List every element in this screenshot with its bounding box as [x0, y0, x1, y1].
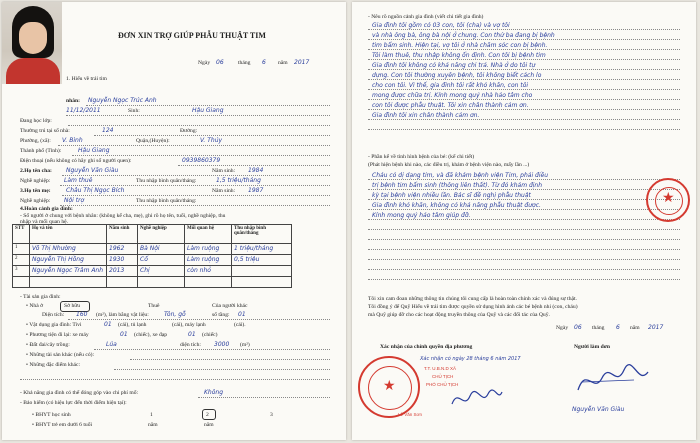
table-cell: còn nhỏ [185, 266, 232, 277]
history-title: - Phần kể về tình hình bệnh của bé: (kể chi tiết) [368, 154, 475, 160]
father-label: 2.Họ tên cha: [20, 168, 52, 174]
house-rent: Thuê [148, 303, 160, 309]
table-header-row [13, 225, 292, 244]
insurance-label: - Bảo hiểm (có hiệu lực đến thời điểm hiện tại): [20, 400, 127, 406]
table-cell: 2013 [107, 266, 138, 277]
date-month: 6 [262, 59, 266, 66]
land-value: Lúa [106, 341, 117, 348]
ruled-line [368, 29, 680, 30]
land-area-value: 3000 [214, 341, 230, 348]
ruled-line [368, 109, 680, 110]
household-label: Đang học lớp: [20, 118, 52, 124]
mother-job: Nội trợ [64, 197, 85, 204]
area-unit: (m²), làm bằng vật liệu: [96, 312, 149, 318]
table-row [13, 266, 292, 277]
left-page [2, 2, 346, 440]
date-day: 06 [216, 59, 224, 66]
father-income-label: Thu nhập bình quân/tháng: [136, 178, 197, 184]
handwritten-line: dựng. Con tôi thường xuyên bệnh, tôi không biết cách lo [372, 72, 542, 79]
house-own: Sở hữu [64, 303, 81, 309]
table-cell: 1930 [107, 255, 138, 266]
commitment-line-1: Tôi xin cam đoan những thông tin chúng tôi cung cấp là hoàn toàn chính xác và đúng sự thật. [368, 296, 577, 302]
ruled-line [368, 119, 680, 120]
ruled-line [368, 189, 680, 190]
father-job-label: Nghề nghiệp: [20, 178, 51, 184]
ward-value: V. Bình [62, 137, 83, 144]
residence-value: 124 [102, 127, 114, 134]
patient-name: Nguyễn Ngọc Trúc Anh [88, 97, 157, 104]
bhyt-col-2: 2 [206, 412, 209, 418]
mother-born: 1987 [248, 187, 264, 194]
table-cell [185, 277, 232, 288]
handwritten-line: Gia đình khó khăn, không có khả năng phẫu thuật được. [372, 202, 541, 209]
household-note-2: nhập và mối quan hệ. [20, 219, 69, 225]
table-cell: 1 triệu/tháng [232, 244, 292, 255]
applicant-label: Người làm đơn [574, 344, 610, 350]
sign-year-label: năm [630, 325, 640, 331]
patient-photo [2, 2, 62, 84]
table-cell: 0,5 triệu [232, 255, 292, 266]
sign-month: 6 [616, 324, 620, 331]
phone-value: 0939860379 [182, 157, 221, 164]
stamp-committee: T.T. U.B.N.D XÃ [424, 366, 457, 371]
patient-dob: 11/12/2011 [66, 107, 101, 114]
officer-name: Lê Văn Sơn [398, 412, 422, 417]
assets-label: - Tài sản gia đình: [20, 294, 61, 300]
table-row [13, 255, 292, 266]
table-cell [107, 277, 138, 288]
col-header: STT [13, 225, 30, 244]
table-cell [13, 277, 30, 288]
phone-label: Điện thoại (nếu không có hãy ghi số người quen): [20, 158, 132, 164]
date-month-label: tháng [238, 60, 251, 66]
vehicles-rest: (chiếc), xe đạp [134, 332, 168, 338]
right-page [352, 2, 696, 440]
section-4: 4.Hoàn cảnh gia đình: [20, 206, 73, 212]
table-cell: 1962 [107, 244, 138, 255]
ruled-line [368, 209, 680, 210]
valuables-rest: (cái), tủ lạnh [118, 322, 147, 328]
table-cell: 3 [13, 266, 30, 277]
hospital-seal-mark: ★ [646, 178, 690, 222]
handwritten-line: Gia đình tôi gồm có 03 con, tôi (cha) và vợ tôi [372, 22, 510, 29]
sign-year: 2017 [648, 324, 664, 331]
household-table [12, 224, 292, 288]
residence-label: Thường trú tại số nhà: [20, 128, 70, 134]
bhyt-student-label: • BHYT học sinh [32, 412, 71, 418]
section-1: 1. Hiểu về trái tim [66, 76, 107, 82]
ruled-line [368, 79, 680, 80]
father-born: 1984 [248, 167, 264, 174]
mother-born-label: Năm sinh: [212, 188, 236, 194]
valuables-rest-2: (cái), máy lạnh [172, 322, 206, 328]
ruled-line [368, 89, 680, 90]
mother-job-label: Nghề nghiệp: [20, 198, 51, 204]
ruled-line [368, 39, 680, 40]
ruled-line [368, 249, 680, 250]
house-label: • Nhà ở [26, 303, 44, 309]
other-assets-label: • Những tài sản khác (nếu có): [26, 352, 95, 358]
household-note-1: - Số người ở chung với bệnh nhân: (không kể cha, mẹ), ghi rõ họ tên, tuổi, nghề nghiệp, thu [20, 213, 226, 219]
ruled-line [368, 69, 680, 70]
bhyt-col-1b: năm [148, 422, 158, 428]
table-cell: Làm ruộng [185, 255, 232, 266]
table-cell: Võ Thị Nhường [30, 244, 107, 255]
valuables-label: • Vật dụng gia đình: Tivi [26, 322, 82, 328]
sign-date-prefix: Ngày [556, 325, 569, 331]
ruled-line [368, 239, 680, 240]
ruled-line [368, 59, 680, 60]
col-header: Mối quan hệ [185, 225, 232, 244]
history-subtitle: (Phát hiện bệnh khi nào, các điều trị, khám ở bệnh viện nào, mấy lần ...) [368, 162, 530, 168]
col-header: Năm sinh [107, 225, 138, 244]
bhyt-col-2-circle [202, 409, 216, 420]
table-cell: 2 [13, 255, 30, 266]
table-cell: Nguyễn Thị Hồng [30, 255, 107, 266]
applicant-signature [572, 360, 652, 400]
support-value: Không [204, 389, 224, 396]
date-year: 2017 [294, 59, 310, 66]
other-features-label: • Những đặc điểm khác: [26, 362, 81, 368]
handwritten-line: mong được chữa trị. Kính mong quý nhà hảo tâm cho [372, 92, 533, 99]
patient-name-label: nhân: [66, 98, 80, 104]
sign-day: 06 [574, 324, 582, 331]
ruled-line [368, 129, 680, 130]
col-header: Nghề nghiệp [138, 225, 185, 244]
ruled-line [368, 229, 680, 230]
handwritten-line: con tôi được phẫu thuật. Tôi xin chân thành cảm ơn. [372, 102, 529, 109]
col-header: Thu nhập bình quân/tháng [232, 225, 292, 244]
area-label: Diện tích: [42, 312, 65, 318]
ruled-line [368, 49, 680, 50]
land-label: • Đất đai/cây trồng: [26, 342, 70, 348]
table-cell: Làm ruộng [185, 244, 232, 255]
motorbike-value: 01 [120, 331, 128, 338]
ruled-line [368, 279, 680, 280]
handwritten-line: Gia đình tôi không có khả năng chi trả. Nhà ở do tôi tự [372, 62, 536, 69]
ruled-line [368, 259, 680, 260]
father-born-label: Năm sinh: [212, 168, 236, 174]
date-year-label: năm [278, 60, 288, 66]
bicycle-value: 01 [188, 331, 196, 338]
tv-value: 01 [104, 321, 112, 328]
floors-label: số tầng: [212, 312, 230, 318]
stamp-title-1: CHỦ TỊCH [432, 374, 454, 379]
table-cell [232, 277, 292, 288]
mother-name: Châu Thị Ngọc Bích [66, 187, 125, 194]
form-title: ĐƠN XIN TRỢ GIÚP PHẪU THUẬT TIM [118, 31, 266, 40]
handwritten-line: và nhà ông bà, ông bà nội ở chung. Con thứ ba đang bị bệnh [372, 32, 555, 39]
hometown: Hậu Giang [192, 107, 224, 114]
handwritten-line: tim bẩm sinh. Hiện tại, vợ tôi ở nhà chăm sóc con bị bệnh. [372, 42, 548, 49]
official-signature [448, 384, 504, 414]
handwritten-line: Gia đình tôi xin chân thành cảm ơn. [372, 112, 480, 119]
vehicles-rest-2: (chiếc) [202, 332, 218, 338]
district-value: V. Thủy [200, 137, 223, 144]
land-area-unit: (m²) [240, 342, 250, 348]
handwritten-line: Kính mong quý hảo tâm giúp đỡ. [372, 212, 471, 219]
ward-label: Phường, (xã): [20, 138, 51, 144]
applicant-name: Nguyễn Văn Giàu [572, 406, 625, 413]
handwritten-line: Tôi làm thuê, thu nhập không ổn định. Con tôi bị bệnh tim [372, 52, 546, 59]
commitment-line-2: Tôi đồng ý để Quỹ Hiểu về trái tim được quyền sử dụng hình ảnh các bé bệnh nhi (con, cháu) [368, 304, 578, 310]
commune-seal: ★ [358, 356, 420, 418]
district-label: Quận,(Huyện): [136, 138, 170, 144]
col-header: Họ và tên [30, 225, 107, 244]
ruled-line [368, 199, 680, 200]
commitment-line-3: mà Quỹ giúp đỡ cho các hoạt động truyền thông của Quỹ và các đối tác của Quỹ. [368, 312, 550, 318]
valuables-rest-3: (cái). [234, 322, 246, 328]
mother-label: 3.Họ tên mẹ: [20, 188, 51, 194]
table-cell: Nguyễn Ngọc Trâm Anh [30, 266, 107, 277]
table-cell: 1 [13, 244, 30, 255]
hometown-label: Sinh: [128, 108, 140, 114]
handwritten-line: Cháu có dị dạng tim, và đã khám bệnh viện Tim, phải điều [372, 172, 549, 179]
ruled-line [368, 269, 680, 270]
floors-value: 01 [238, 311, 246, 318]
stamp-title-2: PHÓ CHỦ TỊCH [426, 382, 459, 387]
father-job: Làm thuê [64, 177, 93, 184]
vehicles-label: • Phương tiện đi lại: xe máy [26, 332, 89, 338]
street-label: Đường: [180, 128, 198, 134]
local-authority-label: Xác nhận của chính quyền địa phương [380, 344, 473, 350]
table-cell [232, 266, 292, 277]
ruled-line [368, 179, 680, 180]
table-cell [138, 277, 185, 288]
table-cell [30, 277, 107, 288]
table-cell: Bà Nội [138, 244, 185, 255]
date-prefix: Ngày [198, 60, 211, 66]
bhyt-col-2b: năm [204, 422, 214, 428]
local-confirmation: Xác nhận có ngày 28 tháng 6 năm 2017 [420, 356, 521, 362]
handwritten-line: trị bệnh tim bẩm sinh (thông liên thất). Từ đó khám định [372, 182, 543, 189]
mother-income-label: Thu nhập bình quân/tháng: [136, 198, 197, 204]
handwritten-line: cho con tôi. Vì thế, gia đình tôi rất khó khăn, con tôi [372, 82, 529, 89]
material-value: Tôn, gỗ [164, 311, 186, 318]
city-label: Thành phố (Tỉnh): [20, 148, 62, 154]
ruled-line [368, 219, 680, 220]
land-area-label: diện tích: [180, 342, 201, 348]
city-value: Hậu Giang [78, 147, 110, 154]
sign-month-label: tháng [592, 325, 605, 331]
handwritten-line: kỳ tại bệnh viện nhiều lần. Bác sĩ đề nghị phẫu thuật [372, 192, 531, 199]
father-income: 1,5 triệu/tháng [216, 177, 261, 184]
bhyt-col-1: 1 [150, 412, 153, 418]
house-other: Của người khác [212, 303, 248, 309]
father-name: Nguyễn Văn Giàu [66, 167, 119, 174]
table-cell: Cố [138, 255, 185, 266]
table-row [13, 244, 292, 255]
table-cell: Chị [138, 266, 185, 277]
ruled-line [368, 99, 680, 100]
reason-title: - Nêu rõ nguồn cảnh gia đình (viết chi tiết gia đình) [368, 14, 484, 20]
table-row [13, 277, 292, 288]
bhyt-col-3: 3 [270, 412, 273, 418]
support-label: - Khả năng gia đình có thể đóng góp vào chi phí mổ: [20, 390, 139, 396]
area-value: 160 [76, 311, 88, 318]
bhyt-child-label: • BHYT trẻ em dưới 6 tuổi [32, 422, 93, 428]
